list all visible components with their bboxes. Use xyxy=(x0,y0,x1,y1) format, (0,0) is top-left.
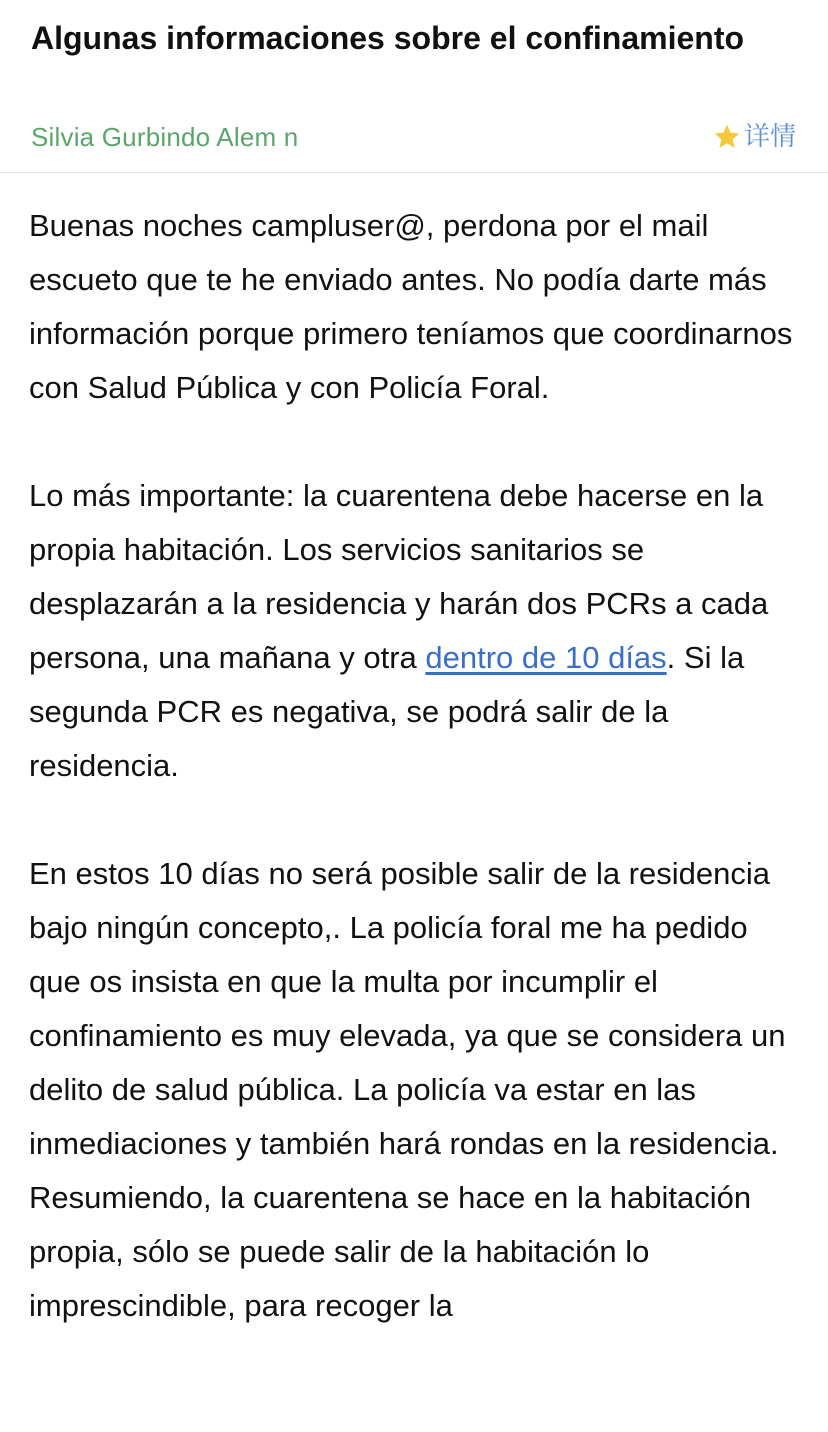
details-label[interactable]: 详情 xyxy=(743,122,796,152)
message-meta xyxy=(31,118,796,156)
message-header xyxy=(0,0,828,173)
message-body xyxy=(0,173,828,1333)
sender-name[interactable]: Silvia Gurbindo Alem n xyxy=(31,122,299,152)
message-subject: Algunas informaciones sobre el confinamiento xyxy=(31,20,745,56)
details-button[interactable] xyxy=(712,118,796,156)
body-paragraph-1: Buenas noches campluser@, perdona por el mail escueto que te he enviado antes. No podía darte más información porque primero teníamos que coordinarnos con Salud Pública y con Policía Foral. xyxy=(29,208,793,405)
body-paragraph-3: En estos 10 días no será posible salir de la residencia bajo ningún concepto,. La policía foral me ha pedido que os insista en que la multa por incumplir el confinamiento es muy elevada, ya que se considera un delito de salud pública. La policía va estar en las inmediaciones y también hará rondas en la residencia. Resumiendo, la cuarentena se hace en la habitación propia, sólo se puede salir de la habitación lo imprescindible, para recoger la xyxy=(29,856,786,1323)
date-link[interactable]: dentro de 10 días xyxy=(425,640,667,675)
body-paragraph-2-start: Lo más importante: la cuarentena debe hacerse en la propia habitación. Los servicios sanitarios se desplazarán a la residencia y harán dos PCRs a cada persona, una mañana y otra xyxy=(29,478,769,675)
body-paragraph-2 xyxy=(29,469,798,793)
star-icon[interactable] xyxy=(712,122,742,152)
body-paragraph-2-end: . Si la segunda PCR es negativa, se podrá salir de la residencia. xyxy=(29,640,745,783)
